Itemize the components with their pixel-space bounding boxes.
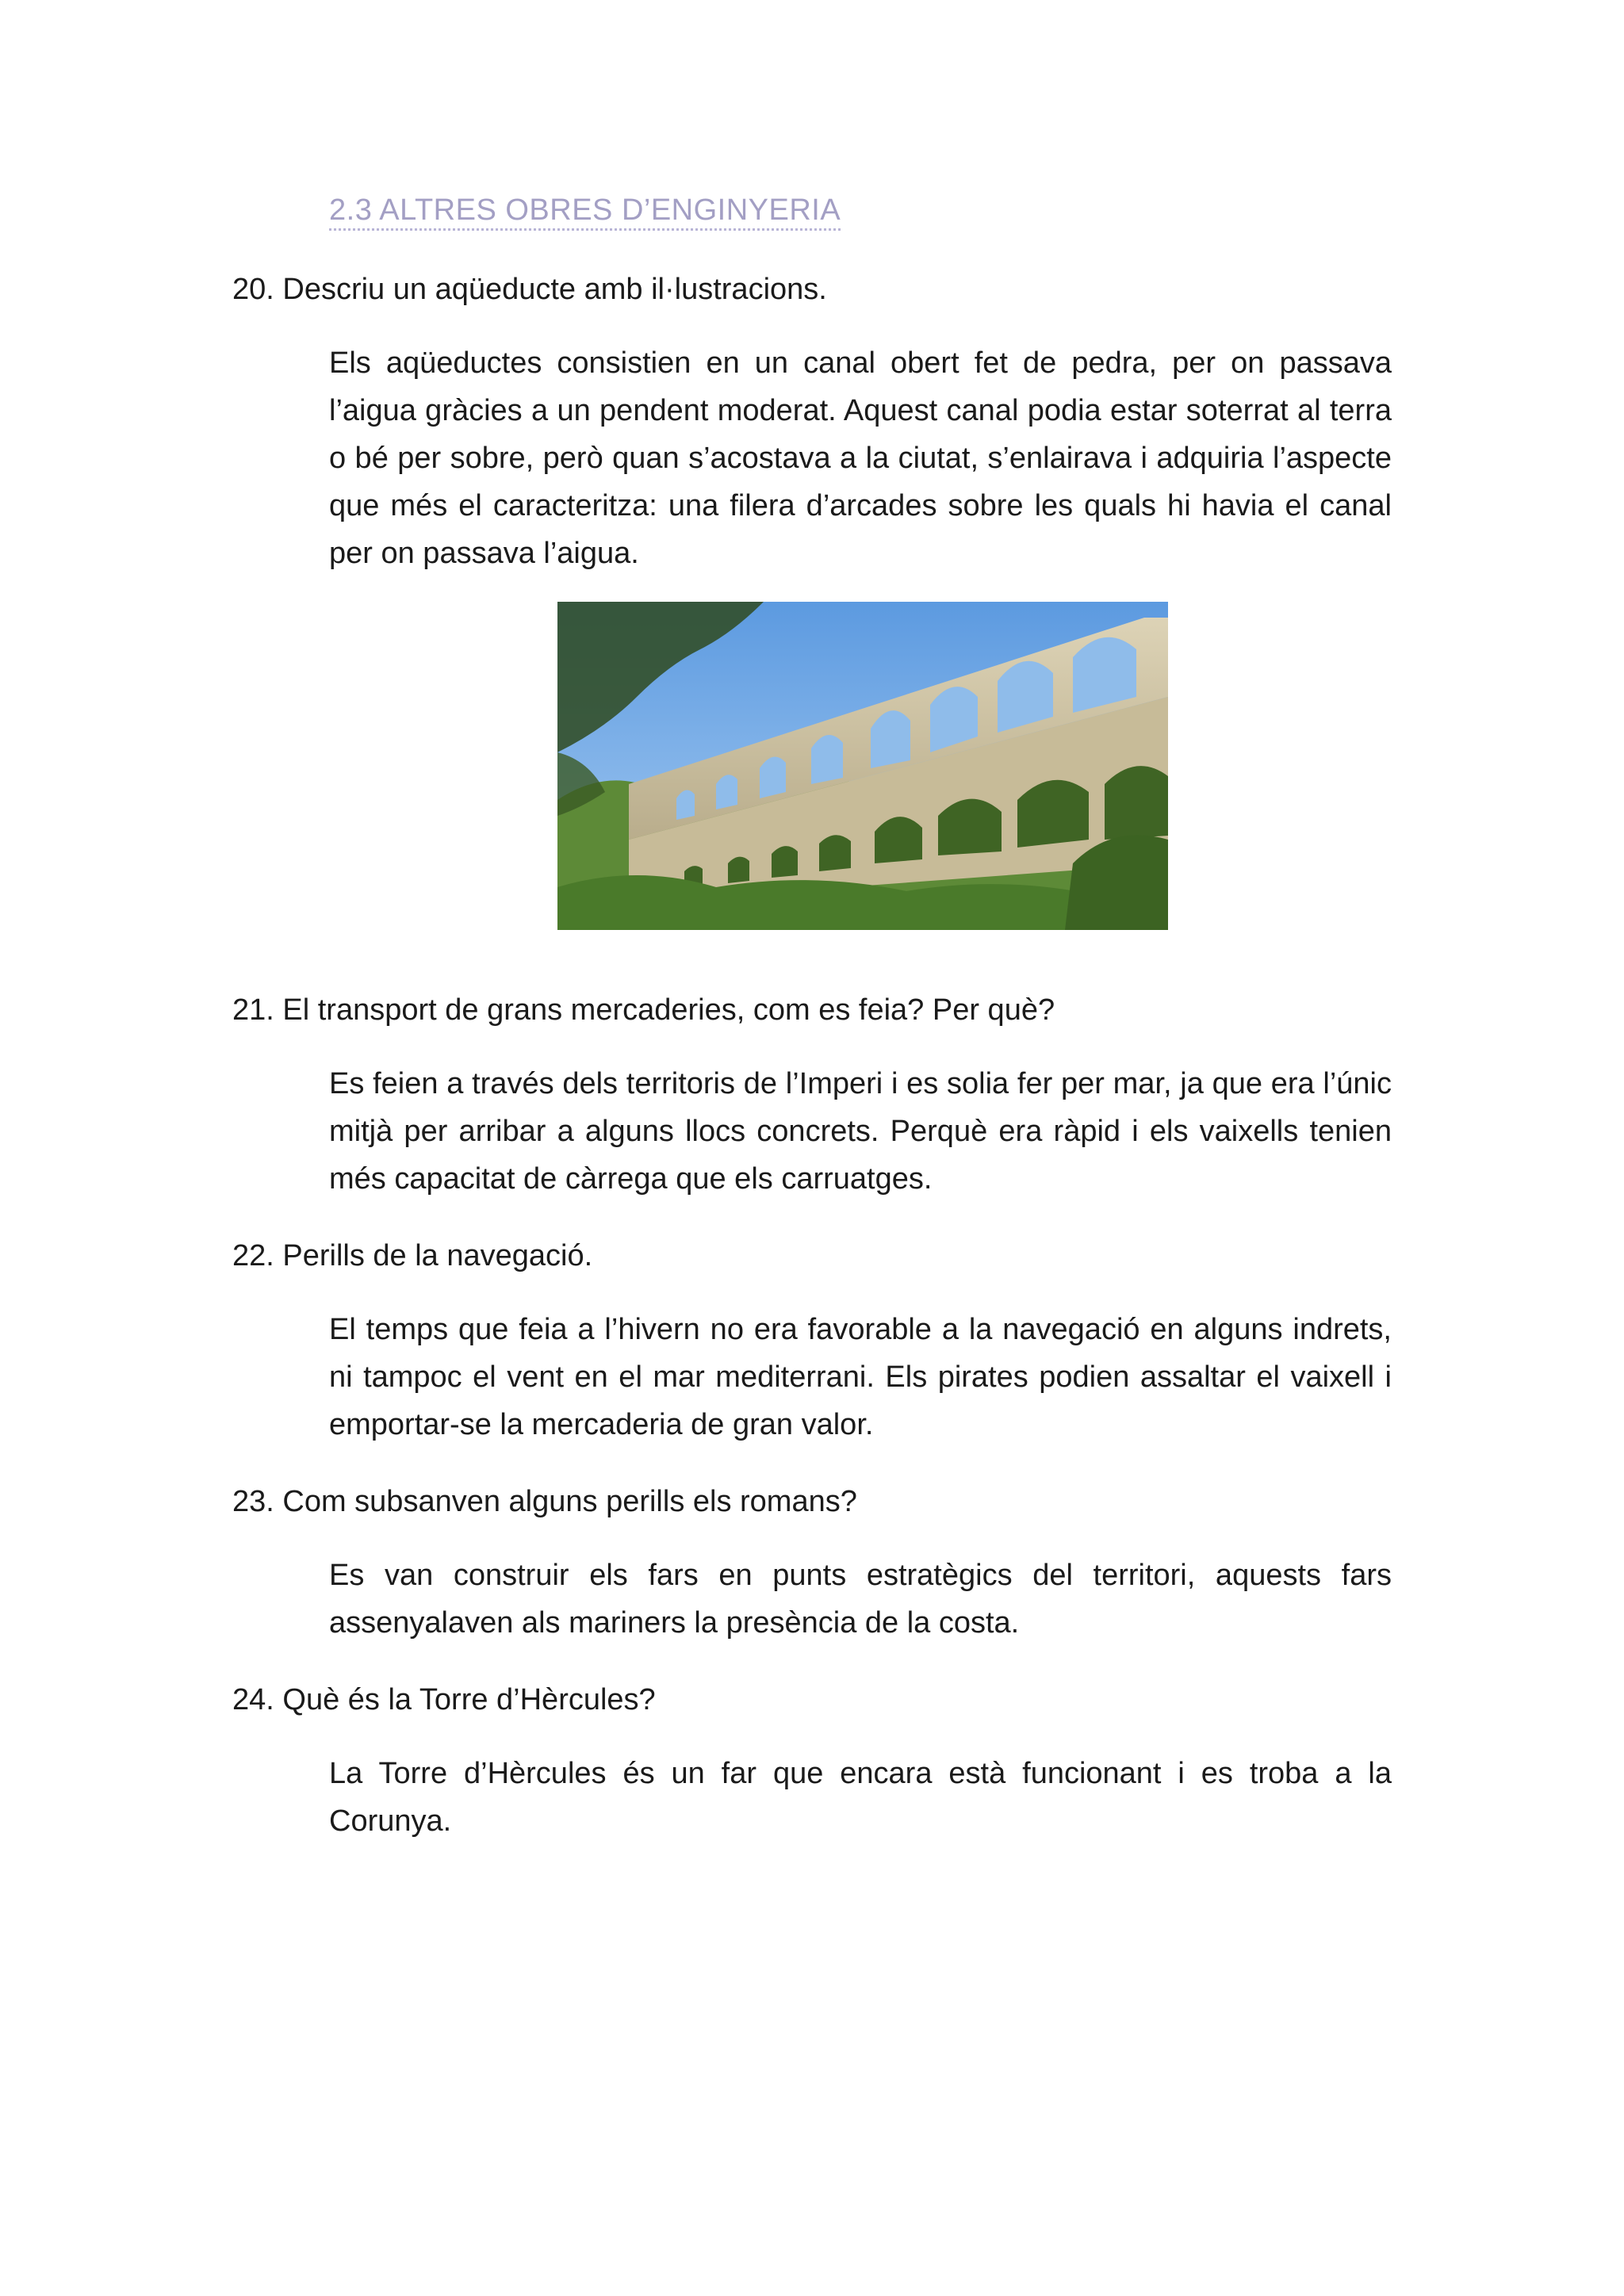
question-24: 24. Què és la Torre d’Hèrcules? [232,1683,656,1716]
answer-21: Es feien a través dels territoris de l’Imperi i es solia fer per mar, ja que era l’únic mitjà per arribar a alguns llocs concrets. Perquè era ràpid i els vaixells tenien més capacitat de càrrega que els carruatges. [329,1067,1392,1196]
question-21: 21. El transport de grans mercaderies, com es feia? Per què? [232,993,1055,1027]
aqueduct-photo [557,602,1168,930]
question-20: 20. Descriu un aqüeducte amb il·lustracions. [232,273,827,306]
answer-22: El temps que feia a l’hivern no era favorable a la navegació en alguns indrets, ni tampoc el vent en el mar mediterrani. Els pirates podien assaltar el vaixell i emportar-se la mercaderia de gran valor. [329,1313,1392,1441]
answer-23: Es van construir els fars en punts estratègics del territori, aquests fars assenyalaven als mariners la presència de la costa. [329,1559,1392,1640]
answer-20: Els aqüeductes consistien en un canal obert fet de pedra, per on passava l’aigua gràcies a un pendent moderat. Aquest canal podia estar soterrat al terra o bé per sobre, però quan s’acostava a la ciutat, s’enlairava i adquiria l’aspecte que més el caracteritza: una filera d’arcades sobre les quals hi havia el canal per on passava l’aigua. [329,346,1392,570]
question-23: 23. Com subsanven alguns perills els romans? [232,1485,857,1518]
section-heading[interactable]: 2.3 ALTRES OBRES D’ENGINYERIA [329,192,841,231]
answer-24: La Torre d’Hèrcules és un far que encara està funcionant i es troba a la Corunya. [329,1757,1392,1838]
question-22: 22. Perills de la navegació. [232,1239,593,1272]
aqueduct-illustration [557,602,1168,930]
